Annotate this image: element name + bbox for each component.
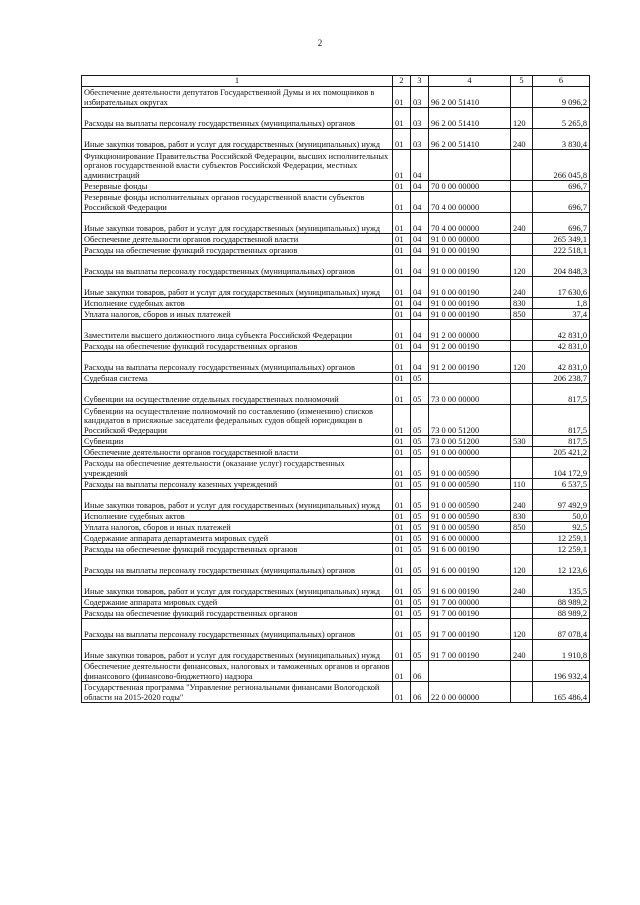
- row-target-article-cell: 73 0 00 00000: [429, 384, 511, 405]
- row-subsection-cell: 04: [411, 277, 429, 298]
- row-amount-cell: 97 492,9: [533, 490, 590, 511]
- row-name-cell: Расходы на обеспечение функций государственных органов: [82, 341, 393, 352]
- row-section-cell: 01: [393, 522, 411, 533]
- row-amount-cell: 206 238,7: [533, 373, 590, 384]
- table-row: [82, 511, 590, 522]
- row-section-cell: 01: [393, 511, 411, 522]
- row-expense-type-cell: 110: [511, 479, 533, 490]
- row-amount-cell: 42 831,0: [533, 341, 590, 352]
- row-name-cell: Расходы на выплаты персоналу казенных учреждений: [82, 479, 393, 490]
- row-name-cell: Расходы на обеспечение функций государственных органов: [82, 608, 393, 619]
- table-row: [82, 181, 590, 192]
- row-section-cell: 01: [393, 405, 411, 436]
- row-amount-cell: 196 932,4: [533, 661, 590, 682]
- row-subsection-cell: 05: [411, 479, 429, 490]
- row-expense-type-cell: 240: [511, 129, 533, 150]
- budget-table: [81, 75, 590, 703]
- row-target-article-cell: 91 0 00 00590: [429, 458, 511, 479]
- row-subsection-cell: 05: [411, 458, 429, 479]
- row-target-article-cell: 73 0 00 51200: [429, 405, 511, 436]
- table-row: [82, 405, 590, 436]
- row-section-cell: 01: [393, 256, 411, 277]
- row-name-cell: Расходы на выплаты персоналу государственных (муниципальных) органов: [82, 108, 393, 129]
- table-row: [82, 234, 590, 245]
- row-expense-type-cell: 830: [511, 511, 533, 522]
- row-section-cell: 01: [393, 597, 411, 608]
- row-expense-type-cell: [511, 608, 533, 619]
- row-section-cell: 01: [393, 447, 411, 458]
- row-expense-type-cell: [511, 384, 533, 405]
- row-target-article-cell: 91 6 00 00190: [429, 576, 511, 597]
- row-expense-type-cell: 240: [511, 277, 533, 298]
- row-expense-type-cell: [511, 447, 533, 458]
- row-name-cell: Иные закупки товаров, работ и услуг для государственных (муниципальных) нужд: [82, 277, 393, 298]
- table-row: [82, 490, 590, 511]
- row-section-cell: 01: [393, 309, 411, 320]
- row-name-cell: Государственная программа "Управление региональными финансами Вологодской области на 2015-2020 годы": [82, 682, 393, 703]
- row-target-article-cell: 91 0 00 00000: [429, 234, 511, 245]
- row-name-cell: Расходы на обеспечение функций государственных органов: [82, 544, 393, 555]
- row-amount-cell: 135,5: [533, 576, 590, 597]
- row-section-cell: 01: [393, 150, 411, 181]
- row-name-cell: Иные закупки товаров, работ и услуг для государственных (муниципальных) нужд: [82, 213, 393, 234]
- row-amount-cell: 205 421,2: [533, 447, 590, 458]
- row-section-cell: 01: [393, 555, 411, 576]
- row-amount-cell: 12 259,1: [533, 544, 590, 555]
- table-row: [82, 436, 590, 447]
- row-name-cell: Содержание аппарата мировых судей: [82, 597, 393, 608]
- row-target-article-cell: 70 4 00 00000: [429, 213, 511, 234]
- table-row: [82, 661, 590, 682]
- row-expense-type-cell: [511, 192, 533, 213]
- row-target-article-cell: 91 7 00 00190: [429, 640, 511, 661]
- row-name-cell: Иные закупки товаров, работ и услуг для государственных (муниципальных) нужд: [82, 129, 393, 150]
- table-row: [82, 213, 590, 234]
- row-amount-cell: 88 989,2: [533, 608, 590, 619]
- row-amount-cell: 204 848,3: [533, 256, 590, 277]
- row-amount-cell: 1,8: [533, 298, 590, 309]
- row-section-cell: 01: [393, 352, 411, 373]
- row-subsection-cell: 05: [411, 373, 429, 384]
- row-section-cell: 01: [393, 436, 411, 447]
- row-expense-type-cell: [511, 458, 533, 479]
- row-subsection-cell: 05: [411, 597, 429, 608]
- row-name-cell: Расходы на обеспечение функций государственных органов: [82, 245, 393, 256]
- header-cell-col4: 4: [429, 76, 511, 87]
- row-amount-cell: 696,7: [533, 181, 590, 192]
- row-subsection-cell: 04: [411, 234, 429, 245]
- row-name-cell: Исполнение судебных актов: [82, 298, 393, 309]
- row-amount-cell: 266 045,8: [533, 150, 590, 181]
- row-target-article-cell: 91 0 00 00190: [429, 277, 511, 298]
- row-target-article-cell: 91 7 00 00190: [429, 608, 511, 619]
- row-amount-cell: 88 989,2: [533, 597, 590, 608]
- row-subsection-cell: 05: [411, 640, 429, 661]
- row-section-cell: 01: [393, 640, 411, 661]
- row-target-article-cell: 91 7 00 00000: [429, 597, 511, 608]
- row-expense-type-cell: 120: [511, 108, 533, 129]
- row-expense-type-cell: 240: [511, 576, 533, 597]
- row-name-cell: Исполнение судебных актов: [82, 511, 393, 522]
- row-amount-cell: 817,5: [533, 384, 590, 405]
- row-section-cell: 01: [393, 479, 411, 490]
- row-target-article-cell: 70 4 00 00000: [429, 192, 511, 213]
- row-amount-cell: 42 831,0: [533, 320, 590, 341]
- row-name-cell: Функционирование Правительства Российской Федерации, высших исполнительных органов государственной власти субъектов Российской Федерации, местных администраций: [82, 150, 393, 181]
- row-name-cell: Уплата налогов, сборов и иных платежей: [82, 522, 393, 533]
- table-row: [82, 352, 590, 373]
- table-row: [82, 597, 590, 608]
- row-target-article-cell: 91 6 00 00190: [429, 544, 511, 555]
- row-subsection-cell: 05: [411, 619, 429, 640]
- row-section-cell: 01: [393, 234, 411, 245]
- row-subsection-cell: 04: [411, 341, 429, 352]
- row-target-article-cell: 91 0 00 00590: [429, 522, 511, 533]
- table-header-row: [82, 76, 590, 87]
- row-section-cell: 01: [393, 608, 411, 619]
- row-name-cell: Судебная система: [82, 373, 393, 384]
- row-target-article-cell: 73 0 00 51200: [429, 436, 511, 447]
- row-name-cell: Расходы на выплаты персоналу государственных (муниципальных) органов: [82, 256, 393, 277]
- row-section-cell: 01: [393, 320, 411, 341]
- row-subsection-cell: 04: [411, 298, 429, 309]
- table-row: [82, 640, 590, 661]
- row-name-cell: Обеспечение деятельности органов государственной власти: [82, 234, 393, 245]
- row-name-cell: Обеспечение деятельности финансовых, налоговых и таможенных органов и органов финансового (финансово-бюджетного) надзора: [82, 661, 393, 682]
- row-expense-type-cell: 240: [511, 640, 533, 661]
- row-subsection-cell: 06: [411, 661, 429, 682]
- row-name-cell: Расходы на выплаты персоналу государственных (муниципальных) органов: [82, 352, 393, 373]
- table-row: [82, 608, 590, 619]
- row-section-cell: 01: [393, 576, 411, 597]
- row-name-cell: Обеспечение деятельности депутатов Государственной Думы и их помощников в избирательных округах: [82, 87, 393, 108]
- row-target-article-cell: 91 0 00 00190: [429, 309, 511, 320]
- row-subsection-cell: 04: [411, 352, 429, 373]
- row-subsection-cell: 04: [411, 150, 429, 181]
- row-section-cell: 01: [393, 129, 411, 150]
- row-target-article-cell: 91 0 00 00590: [429, 490, 511, 511]
- table-row: [82, 682, 590, 703]
- row-expense-type-cell: [511, 245, 533, 256]
- page-number: 2: [317, 38, 323, 48]
- row-subsection-cell: 04: [411, 320, 429, 341]
- row-target-article-cell: 91 0 00 00590: [429, 511, 511, 522]
- header-cell-col2: 2: [393, 76, 411, 87]
- row-amount-cell: 17 630,6: [533, 277, 590, 298]
- row-subsection-cell: 05: [411, 490, 429, 511]
- row-expense-type-cell: [511, 597, 533, 608]
- row-target-article-cell: [429, 150, 511, 181]
- table-row: [82, 192, 590, 213]
- header-cell-col3: 3: [411, 76, 429, 87]
- row-amount-cell: 165 486,4: [533, 682, 590, 703]
- row-amount-cell: 817,5: [533, 436, 590, 447]
- row-amount-cell: 696,7: [533, 213, 590, 234]
- row-section-cell: 01: [393, 213, 411, 234]
- row-subsection-cell: 06: [411, 682, 429, 703]
- row-expense-type-cell: [511, 320, 533, 341]
- row-section-cell: 01: [393, 87, 411, 108]
- row-section-cell: 01: [393, 298, 411, 309]
- row-section-cell: 01: [393, 533, 411, 544]
- table-row: [82, 458, 590, 479]
- row-section-cell: 01: [393, 490, 411, 511]
- table-row: [82, 341, 590, 352]
- header-cell-col5: 5: [511, 76, 533, 87]
- row-expense-type-cell: [511, 682, 533, 703]
- row-name-cell: Субвенции на осуществление отдельных государственных полномочий: [82, 384, 393, 405]
- row-subsection-cell: 05: [411, 405, 429, 436]
- row-target-article-cell: 91 0 00 00000: [429, 447, 511, 458]
- row-amount-cell: 92,5: [533, 522, 590, 533]
- row-amount-cell: 9 096,2: [533, 87, 590, 108]
- table-row: [82, 576, 590, 597]
- row-subsection-cell: 04: [411, 256, 429, 277]
- row-expense-type-cell: 850: [511, 522, 533, 533]
- row-subsection-cell: 04: [411, 192, 429, 213]
- row-amount-cell: 817,5: [533, 405, 590, 436]
- row-amount-cell: 3 830,4: [533, 129, 590, 150]
- row-expense-type-cell: 120: [511, 619, 533, 640]
- row-target-article-cell: [429, 661, 511, 682]
- row-subsection-cell: 03: [411, 129, 429, 150]
- row-target-article-cell: 91 2 00 00190: [429, 341, 511, 352]
- table-row: [82, 320, 590, 341]
- row-amount-cell: 87 078,4: [533, 619, 590, 640]
- row-section-cell: 01: [393, 245, 411, 256]
- row-amount-cell: 6 537,5: [533, 479, 590, 490]
- row-subsection-cell: 05: [411, 511, 429, 522]
- row-name-cell: Обеспечение деятельности органов государственной власти: [82, 447, 393, 458]
- table-row: [82, 555, 590, 576]
- row-section-cell: 01: [393, 277, 411, 298]
- row-subsection-cell: 05: [411, 544, 429, 555]
- row-name-cell: Уплата налогов, сборов и иных платежей: [82, 309, 393, 320]
- table-row: [82, 619, 590, 640]
- row-name-cell: Заместители высшего должностного лица субъекта Российской Федерации: [82, 320, 393, 341]
- table-row: [82, 108, 590, 129]
- row-target-article-cell: 70 0 00 00000: [429, 181, 511, 192]
- row-amount-cell: 1 910,8: [533, 640, 590, 661]
- row-section-cell: 01: [393, 373, 411, 384]
- row-section-cell: 01: [393, 384, 411, 405]
- row-subsection-cell: 04: [411, 181, 429, 192]
- row-expense-type-cell: [511, 405, 533, 436]
- row-expense-type-cell: [511, 234, 533, 245]
- row-amount-cell: 12 123,6: [533, 555, 590, 576]
- row-expense-type-cell: 120: [511, 352, 533, 373]
- table-row: [82, 522, 590, 533]
- row-target-article-cell: 91 0 00 00190: [429, 256, 511, 277]
- row-amount-cell: 37,4: [533, 309, 590, 320]
- row-name-cell: Иные закупки товаров, работ и услуг для государственных (муниципальных) нужд: [82, 490, 393, 511]
- row-target-article-cell: 91 0 00 00190: [429, 245, 511, 256]
- row-amount-cell: 265 349,1: [533, 234, 590, 245]
- row-name-cell: Субвенции на осуществление полномочий по составлению (изменению) списков кандидатов в присяжные заседатели федеральных судов общей юрисдикции в Российской Федерации: [82, 405, 393, 436]
- table-row: [82, 256, 590, 277]
- table-row: [82, 544, 590, 555]
- row-subsection-cell: 04: [411, 245, 429, 256]
- row-amount-cell: 104 172,9: [533, 458, 590, 479]
- row-subsection-cell: 05: [411, 447, 429, 458]
- row-expense-type-cell: [511, 181, 533, 192]
- table-row: [82, 150, 590, 181]
- row-expense-type-cell: 830: [511, 298, 533, 309]
- row-subsection-cell: 04: [411, 309, 429, 320]
- row-target-article-cell: 91 6 00 00000: [429, 533, 511, 544]
- table-row: [82, 373, 590, 384]
- row-section-cell: 01: [393, 181, 411, 192]
- row-name-cell: Расходы на выплаты персоналу государственных (муниципальных) органов: [82, 555, 393, 576]
- row-target-article-cell: [429, 373, 511, 384]
- row-target-article-cell: 96 2 00 51410: [429, 129, 511, 150]
- row-expense-type-cell: [511, 661, 533, 682]
- row-subsection-cell: 05: [411, 522, 429, 533]
- row-subsection-cell: 05: [411, 555, 429, 576]
- row-expense-type-cell: 240: [511, 490, 533, 511]
- row-target-article-cell: 91 7 00 00190: [429, 619, 511, 640]
- row-name-cell: Резервные фонды: [82, 181, 393, 192]
- row-subsection-cell: 05: [411, 576, 429, 597]
- row-expense-type-cell: [511, 87, 533, 108]
- table-row: [82, 447, 590, 458]
- row-subsection-cell: 03: [411, 108, 429, 129]
- row-name-cell: Иные закупки товаров, работ и услуг для государственных (муниципальных) нужд: [82, 576, 393, 597]
- row-target-article-cell: 22 0 00 00000: [429, 682, 511, 703]
- table-row: [82, 245, 590, 256]
- row-expense-type-cell: [511, 150, 533, 181]
- row-expense-type-cell: [511, 533, 533, 544]
- row-expense-type-cell: 530: [511, 436, 533, 447]
- header-cell-col1: 1: [82, 76, 393, 87]
- row-subsection-cell: 05: [411, 608, 429, 619]
- row-subsection-cell: 03: [411, 87, 429, 108]
- row-name-cell: Субвенции: [82, 436, 393, 447]
- table-row: [82, 384, 590, 405]
- table-row: [82, 309, 590, 320]
- row-subsection-cell: 05: [411, 384, 429, 405]
- row-expense-type-cell: 850: [511, 309, 533, 320]
- table-row: [82, 533, 590, 544]
- row-name-cell: Содержание аппарата департамента мировых судей: [82, 533, 393, 544]
- table-row: [82, 479, 590, 490]
- row-target-article-cell: 91 0 00 00190: [429, 298, 511, 309]
- row-section-cell: 01: [393, 341, 411, 352]
- row-subsection-cell: 04: [411, 213, 429, 234]
- row-section-cell: 01: [393, 192, 411, 213]
- row-amount-cell: 222 518,1: [533, 245, 590, 256]
- row-subsection-cell: 05: [411, 436, 429, 447]
- row-name-cell: Иные закупки товаров, работ и услуг для государственных (муниципальных) нужд: [82, 640, 393, 661]
- row-target-article-cell: 96 2 00 51410: [429, 108, 511, 129]
- table-row: [82, 298, 590, 309]
- row-name-cell: Расходы на выплаты персоналу государственных (муниципальных) органов: [82, 619, 393, 640]
- row-section-cell: 01: [393, 619, 411, 640]
- row-expense-type-cell: 120: [511, 555, 533, 576]
- row-name-cell: Расходы на обеспечение деятельности (оказание услуг) государственных учреждений: [82, 458, 393, 479]
- table-row: [82, 129, 590, 150]
- row-target-article-cell: 91 2 00 00190: [429, 352, 511, 373]
- table-row: [82, 277, 590, 298]
- row-section-cell: 01: [393, 544, 411, 555]
- row-expense-type-cell: [511, 544, 533, 555]
- row-section-cell: 01: [393, 108, 411, 129]
- row-target-article-cell: 91 2 00 00000: [429, 320, 511, 341]
- row-section-cell: 01: [393, 682, 411, 703]
- row-target-article-cell: 96 2 00 51410: [429, 87, 511, 108]
- row-name-cell: Резервные фонды исполнительных органов государственной власти субъектов Российской Федерации: [82, 192, 393, 213]
- table-row: [82, 87, 590, 108]
- row-amount-cell: 5 265,8: [533, 108, 590, 129]
- row-target-article-cell: 91 0 00 00590: [429, 479, 511, 490]
- row-expense-type-cell: 120: [511, 256, 533, 277]
- row-expense-type-cell: 240: [511, 213, 533, 234]
- row-section-cell: 01: [393, 661, 411, 682]
- row-target-article-cell: 91 6 00 00190: [429, 555, 511, 576]
- header-cell-col6: 6: [533, 76, 590, 87]
- row-expense-type-cell: [511, 341, 533, 352]
- row-section-cell: 01: [393, 458, 411, 479]
- row-amount-cell: 50,0: [533, 511, 590, 522]
- row-subsection-cell: 05: [411, 533, 429, 544]
- row-amount-cell: 42 831,0: [533, 352, 590, 373]
- row-amount-cell: 12 259,1: [533, 533, 590, 544]
- row-expense-type-cell: [511, 373, 533, 384]
- row-amount-cell: 696,7: [533, 192, 590, 213]
